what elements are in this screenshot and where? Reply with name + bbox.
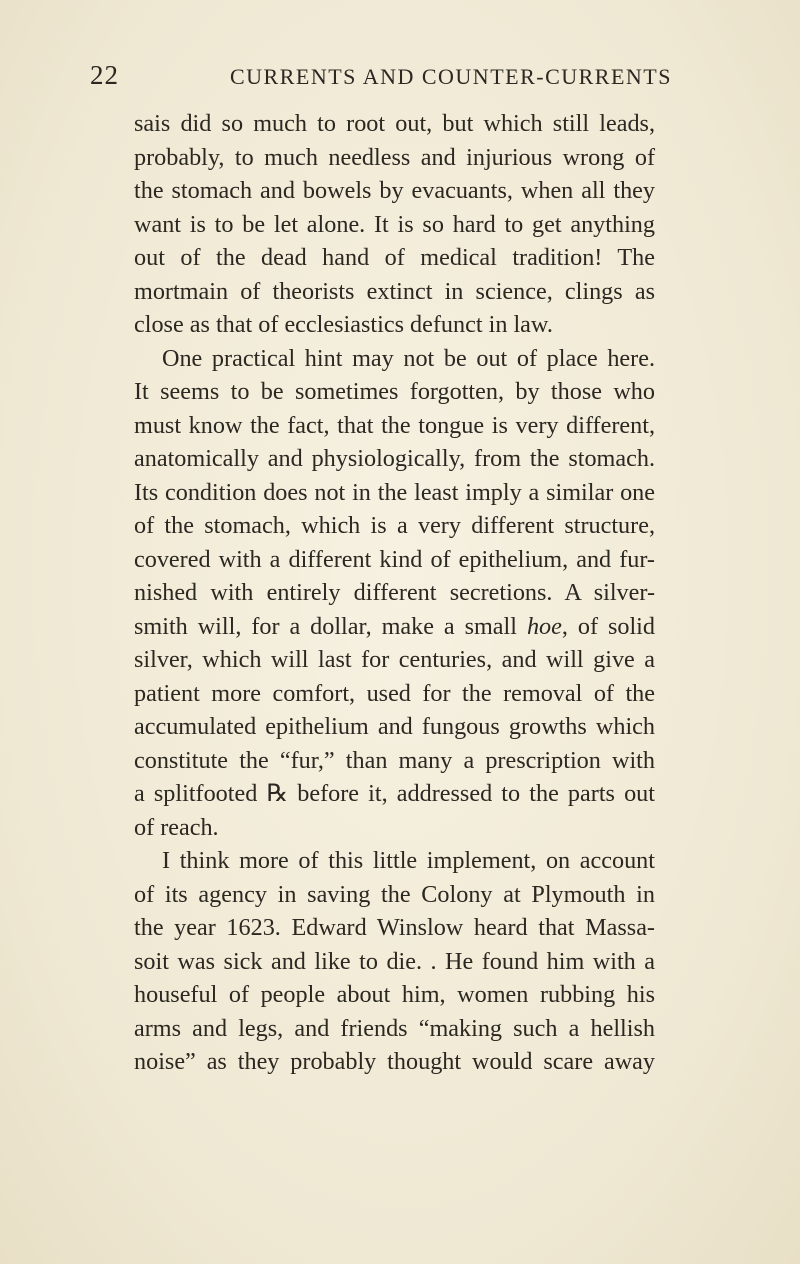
text-line: close as that of ecclesiastics defunct in law.	[134, 311, 553, 338]
text-segment: , of solid	[561, 612, 655, 640]
page-header	[90, 60, 730, 96]
text-line: patient more comfort, used for the removal of the	[134, 679, 655, 707]
body-text	[134, 107, 655, 1079]
text-line: nished with entirely different secretions. A silver-	[134, 579, 655, 606]
text-segment: smith will, for a dollar, make a small	[134, 612, 517, 640]
text-line: One practical hint may not be out of place here.	[162, 344, 655, 372]
text-line: of the stomach, which is a very different structure,	[134, 512, 655, 539]
text-line: sais did so much to root out, but which still leads,	[134, 110, 655, 137]
text-line: houseful of people about him, women rubbing his	[134, 981, 655, 1008]
text-line: the year 1623. Edward Winslow heard that Massa-	[134, 914, 655, 941]
text-line: I think more of this little implement, on account	[162, 847, 655, 874]
text-line: anatomically and physiologically, from the stomach.	[134, 445, 655, 472]
text-line: noise” as they probably thought would scare away	[134, 1048, 655, 1075]
text-line: mortmain of theorists extinct in science, clings as	[134, 277, 655, 305]
text-line: of its agency in saving the Colony at Plymouth in	[134, 880, 655, 908]
text-line: silver, which will last for centuries, and will give a	[134, 646, 655, 673]
text-line: Its condition does not in the least imply a similar one	[134, 478, 655, 506]
text-line: probably, to much needless and injurious wrong of	[134, 143, 655, 171]
text-line: covered with a different kind of epithelium, and fur-	[134, 545, 655, 573]
text-line: want is to be let alone. It is so hard to get anything	[134, 210, 655, 238]
italic-word: hoe	[526, 612, 562, 640]
text-line: out of the dead hand of medical tradition! The	[134, 244, 655, 271]
text-line: soit was sick and like to die. . He found him with a	[134, 947, 655, 975]
text-line-with-italic	[134, 610, 655, 644]
text-line: arms and legs, and friends “making such a hellish	[134, 1014, 655, 1042]
text-line: It seems to be sometimes forgotten, by those who	[134, 378, 655, 405]
text-line: accumulated epithelium and fungous growths which	[134, 713, 655, 740]
text-line: a splitfooted ℞ before it, addressed to the parts out	[134, 780, 655, 807]
text-line: the stomach and bowels by evacuants, when all they	[134, 177, 655, 204]
page-number: 22	[90, 60, 119, 90]
text-line: constitute the “fur,” than many a prescription with	[134, 746, 655, 774]
text-line: of reach.	[134, 813, 219, 841]
running-head: CURRENTS AND COUNTER-CURRENTS	[230, 64, 672, 89]
text-line: must know the fact, that the tongue is very different,	[134, 411, 655, 439]
